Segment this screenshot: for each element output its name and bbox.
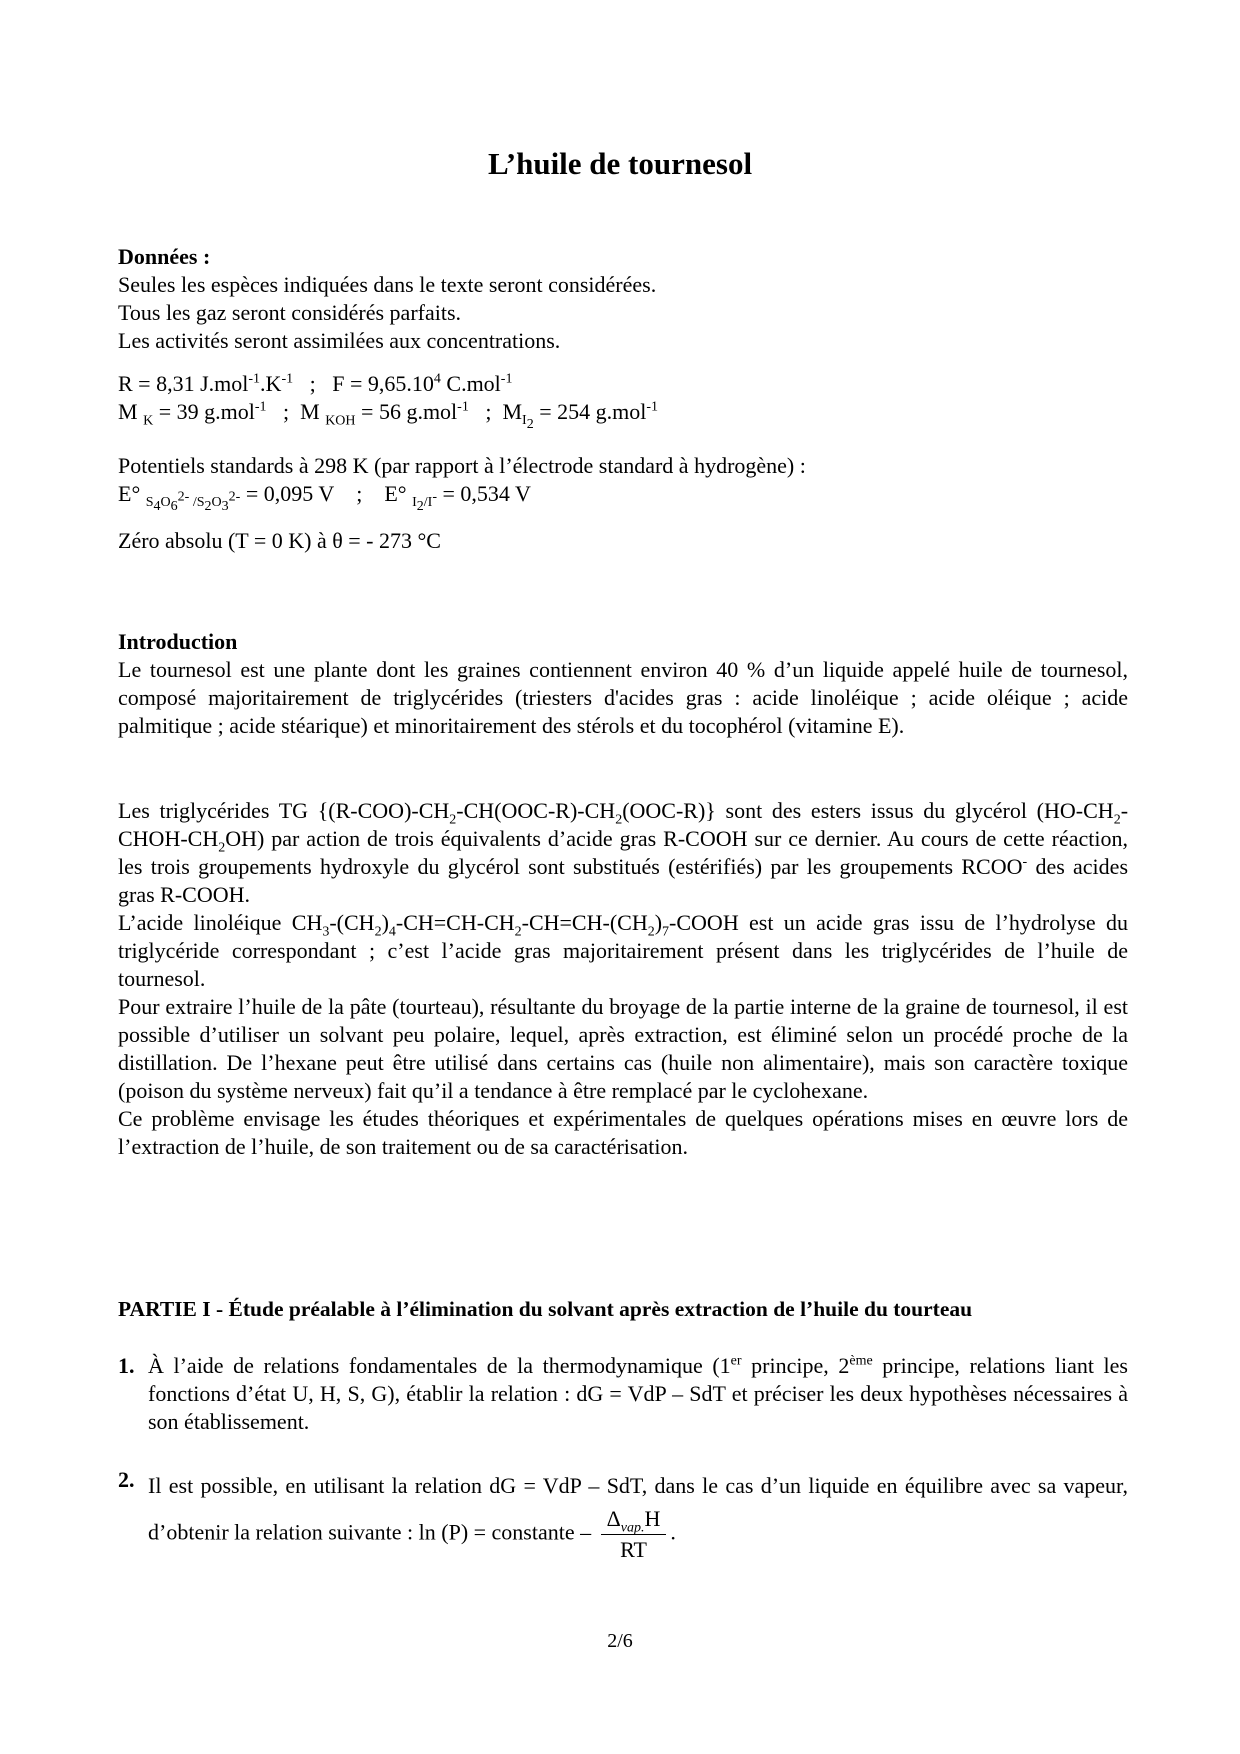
introduction-heading: Introduction <box>118 629 238 654</box>
question-text: À l’aide de relations fondamentales de la thermodynamique (1er principe, 2ème principe, relations liant les fonctions d’état U, H, S, G), établir la relation : dG = VdP – SdT et préciser les deux hypothèses nécessaires à son établissement. <box>148 1353 1128 1434</box>
donnees-line: Les activités seront assimilées aux concentrations. <box>118 328 561 353</box>
donnees-section <box>118 243 1128 355</box>
potentiels-intro: Potentiels standards à 298 K (par rapport à l’électrode standard à hydrogène) : <box>118 453 806 478</box>
constants-line-rf: R = 8,31 $J.mol^{-1}.K^{-1}$ ; $F = 9,65.10^4$ C.mol$^{-1}$ <box>118 371 513 396</box>
potentiels-block <box>118 452 1128 515</box>
intro-paragraph-3: L’acide linoléique $CH_3-(CH_2)_4-CH=CH-CH_2-CH=CH-(CH_2)_7$-COOH est un acide gras issu de l’hydrolyse du triglycéride correspondant ; c’est l’acide gras majoritairement présent dans les triglycérides de l’huile de tournesol. <box>118 910 1128 991</box>
question-1 <box>118 1352 1128 1436</box>
page-title: L’huile de tournesol <box>487 146 753 181</box>
question-text: Il est possible, en utilisant la relation dG = VdP – SdT, dans le cas d’un liquide en équilibre avec sa vapeur, d’obtenir la relation suivante : ln (P) = constante – $\frac{\Delta_{vap.}H}{RT}$ . <box>148 1473 1128 1562</box>
question-number: 1. <box>118 1353 135 1378</box>
partie1-heading: PARTIE I - Étude préalable à l’élimination du solvant après extraction de l’huile du tourteau <box>118 1297 973 1321</box>
intro-paragraph-4: Pour extraire l’huile de la pâte (tourteau), résultante du broyage de la partie interne de la graine de tournesol, il est possible d’utiliser un solvant peu polaire, lequel, après extraction, est éliminé selon un procédé proche de la distillation. De l’hexane peut être utilisé dans certains cas (huile non alimentaire), mais son caractère toxique (poison du système nerveux) fait qu’il a tendance à être remplacé par le cyclohexane. <box>118 994 1128 1103</box>
clausius-clapeyron-fraction: $\frac{\Delta_{vap.}H}{RT}$ <box>601 1506 667 1563</box>
intro-paragraph-2: Les triglycérides TG $\{(R-COO)-CH_2-CH(OOC-R)-CH_2(OOC-R)\}$ sont des esters issus du glycérol $(HO-CH_2-CHOH-CH_2OH)$ par action de trois équivalents d’acide gras R-COOH sur ce dernier. Au cours de cette réaction, les trois groupements hydroxyle du glycérol sont substitués (estérifiés) par les groupements RCOO- des acides gras R-COOH. <box>118 798 1129 907</box>
intro-paragraphs <box>118 797 1128 1161</box>
question-2 <box>118 1466 1128 1563</box>
constants-block <box>118 370 1128 433</box>
constants-line-masses: M $_K$ = 39 g.mol$^{-1}$ ; M $_{KOH}$ = 56 g.mol$^{-1}$ ; $M_{I_2} = 254$ g.mol$^{-1}$ <box>118 399 659 433</box>
potentiels-values: E° $_{S_4O_6^{2-} /S_2O_3^{2-}}$ = 0,095 V ; E° $_{I_2/I^-}$ = 0,534 V <box>118 481 531 515</box>
intro-paragraph-5: Ce problème envisage les études théoriques et expérimentales de quelques opérations mises en œuvre lors de l’extraction de l’huile, de son traitement ou de sa caractérisation. <box>118 1106 1128 1159</box>
question-number: 2. <box>118 1467 135 1492</box>
introduction-section <box>118 628 1128 740</box>
donnees-line: Seules les espèces indiquées dans le texte seront considérées. <box>118 272 657 297</box>
couple-i2-i: I2/I- <box>412 489 438 515</box>
donnees-heading: Données : <box>118 244 211 269</box>
donnees-line: Tous les gaz seront considérés parfaits. <box>118 300 462 325</box>
zero-absolu: Zéro absolu (T = 0 K) à θ = - 273 °C <box>118 528 441 553</box>
page-number: 2/6 <box>607 1630 633 1652</box>
intro-paragraph-1: Le tournesol est une plante dont les graines contiennent environ 40 % d’un liquide appelé huile de tournesol, composé majoritairement de triglycérides (triesters d'acides gras : acide linoléique ; acide oléique ; acide palmitique ; acide stéarique) et minoritairement des stérols et du tocophérol (vitamine E). <box>118 657 1128 738</box>
couple-s4o6-s2o3: S4O62- /S2O32- <box>145 489 241 515</box>
